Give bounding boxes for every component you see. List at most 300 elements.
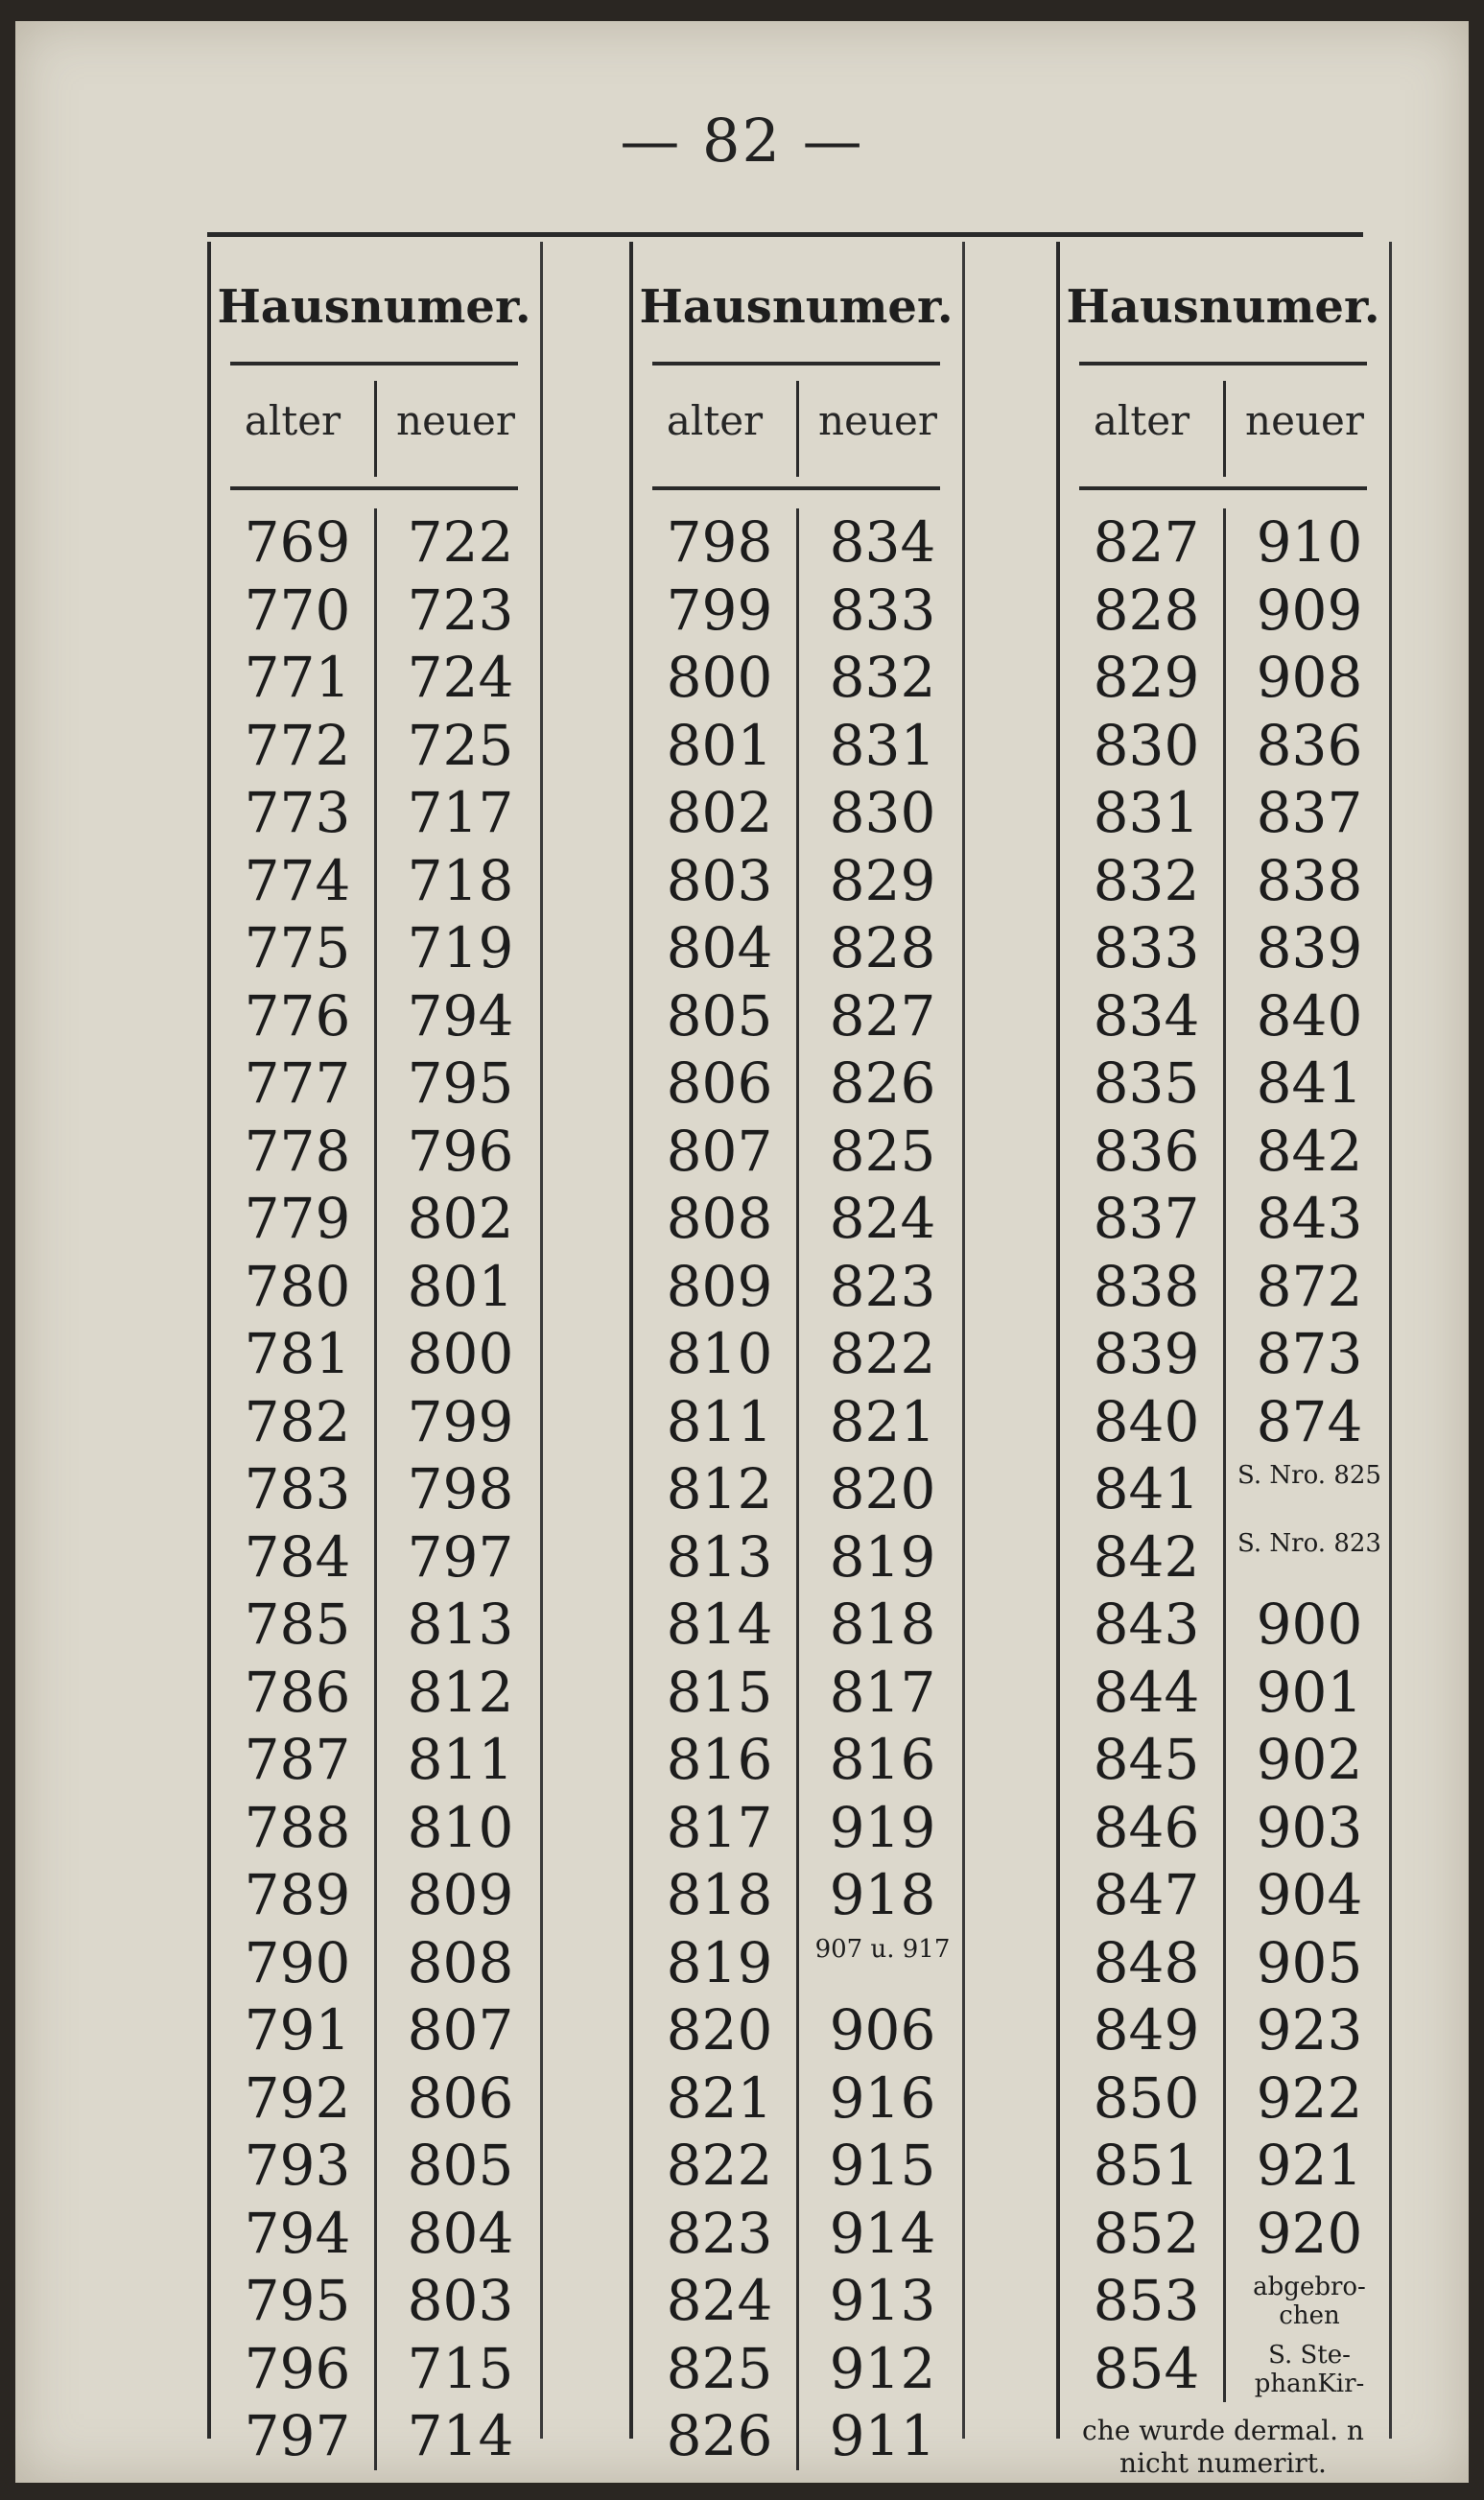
table-row	[633, 1929, 959, 1997]
page-number: — 82 —	[620, 106, 864, 176]
table-row	[633, 2335, 959, 2403]
table-row	[633, 1726, 959, 1794]
old-number: 797	[244, 2403, 351, 2468]
old-number: 789	[244, 1862, 351, 1927]
row-divider	[1223, 1050, 1226, 1118]
new-number: 902	[1256, 1727, 1363, 1792]
new-number: 911	[829, 2403, 936, 2468]
table-row	[211, 1996, 537, 2064]
new-number: 905	[1256, 1929, 1363, 1995]
new-number: 819	[829, 1523, 936, 1590]
row-divider	[1223, 1861, 1226, 1929]
table-row	[633, 1050, 959, 1118]
table-row	[211, 577, 537, 645]
new-number: 830	[829, 780, 936, 845]
table-row	[211, 2200, 537, 2268]
row-divider	[796, 1929, 799, 1997]
header-divider	[1223, 381, 1226, 477]
new-number: 826	[829, 1050, 936, 1116]
table-row	[1060, 1455, 1386, 1523]
old-number: 836	[1093, 1118, 1200, 1184]
row-divider	[1223, 1455, 1226, 1523]
new-number: 916	[829, 2064, 936, 2131]
old-number: 774	[244, 847, 351, 913]
new-number: 918	[829, 1862, 936, 1927]
old-number: 838	[1093, 1253, 1200, 1319]
old-number: 798	[666, 509, 773, 575]
row-divider	[796, 914, 799, 982]
old-number: 776	[244, 982, 351, 1049]
new-number: 903	[1256, 1794, 1363, 1860]
new-number: 802	[407, 1186, 514, 1251]
table-row	[633, 1388, 959, 1456]
old-number: 816	[666, 1727, 773, 1792]
row-divider	[374, 1118, 377, 1186]
table-row	[1060, 1185, 1386, 1253]
old-number: 783	[244, 1456, 351, 1521]
old-number: 782	[244, 1388, 351, 1454]
table-row	[633, 508, 959, 577]
row-divider	[374, 2335, 377, 2403]
row-divider	[796, 1794, 799, 1862]
table-row	[211, 1929, 537, 1997]
table-row	[633, 577, 959, 645]
old-number: 796	[244, 2335, 351, 2401]
old-number: 827	[1093, 509, 1200, 575]
row-divider	[374, 1185, 377, 1253]
table-row	[1060, 2200, 1386, 2268]
new-number: 922	[1256, 2064, 1363, 2131]
table-row	[633, 847, 959, 915]
row-divider	[1223, 1185, 1226, 1253]
new-number: 872	[1256, 1253, 1363, 1319]
row-divider	[796, 1050, 799, 1118]
table-row	[1060, 1388, 1386, 1456]
new-number: 718	[407, 847, 514, 913]
new-number: S. Nro. 823	[1237, 1528, 1381, 1558]
new-number: 906	[829, 1997, 936, 2063]
new-number: 839	[1256, 915, 1363, 980]
table-row	[211, 1118, 537, 1186]
old-number: 835	[1093, 1050, 1200, 1116]
old-number: 817	[666, 1794, 773, 1860]
table-row	[633, 1320, 959, 1388]
row-divider	[374, 847, 377, 915]
book-page	[15, 21, 1469, 2483]
new-number: 907 u. 917	[814, 1934, 951, 1964]
new-number: 822	[829, 1321, 936, 1386]
row-divider	[1223, 2267, 1226, 2335]
old-number: 799	[666, 577, 773, 643]
old-number: 834	[1093, 982, 1200, 1049]
row-divider	[374, 1726, 377, 1794]
table-row	[1060, 779, 1386, 847]
row-divider	[796, 2267, 799, 2335]
new-number: 725	[407, 712, 514, 778]
old-number: 852	[1093, 2200, 1200, 2266]
old-number: 850	[1093, 2064, 1200, 2131]
column-1	[207, 242, 537, 2468]
old-number: 837	[1093, 1186, 1200, 1251]
new-number: 714	[407, 2403, 514, 2468]
row-divider	[796, 2064, 799, 2133]
table-row	[1060, 2064, 1386, 2133]
row-divider	[1223, 1591, 1226, 1659]
table-row	[211, 1659, 537, 1727]
table-row	[1060, 577, 1386, 645]
row-divider	[1223, 577, 1226, 645]
new-number: 923	[1256, 1997, 1363, 2063]
old-number: 814	[666, 1592, 773, 1657]
table-row	[1060, 1050, 1386, 1118]
old-number: 812	[666, 1456, 773, 1521]
column-3	[1056, 242, 1386, 2479]
old-number: 800	[666, 645, 773, 710]
row-divider	[1223, 508, 1226, 577]
new-number: 809	[407, 1862, 514, 1927]
row-divider	[796, 1118, 799, 1186]
old-number: 822	[666, 2133, 773, 2198]
row-divider	[796, 1996, 799, 2064]
table-row	[211, 1523, 537, 1592]
old-number: 831	[1093, 780, 1200, 845]
rows	[633, 508, 959, 2470]
new-number: 794	[407, 982, 514, 1049]
old-number: 775	[244, 915, 351, 980]
row-divider	[374, 712, 377, 780]
table-row	[1060, 914, 1386, 982]
table-row	[633, 1455, 959, 1523]
table-row	[1060, 1794, 1386, 1862]
row-divider	[796, 712, 799, 780]
row-divider	[796, 2402, 799, 2470]
old-number: 803	[666, 847, 773, 913]
table-row	[1060, 1929, 1386, 1997]
new-number: 829	[829, 847, 936, 913]
old-number: 828	[1093, 577, 1200, 643]
new-number: 840	[1256, 982, 1363, 1049]
column-title: Hausnumer.	[639, 280, 954, 334]
new-number: 723	[407, 577, 514, 643]
new-number: 817	[829, 1659, 936, 1725]
table-row	[633, 2267, 959, 2335]
new-number: 811	[407, 1727, 514, 1792]
table-row	[1060, 1591, 1386, 1659]
row-divider	[796, 1253, 799, 1321]
row-divider	[1223, 847, 1226, 915]
table-row	[211, 2335, 537, 2403]
old-number: 770	[244, 577, 351, 643]
new-number: 833	[829, 577, 936, 643]
new-number: 836	[1256, 712, 1363, 778]
old-number: 805	[666, 982, 773, 1049]
table-row	[1060, 1726, 1386, 1794]
header-rule	[652, 362, 940, 366]
new-number: 796	[407, 1118, 514, 1184]
new-number: 921	[1256, 2133, 1363, 2198]
old-number: 781	[244, 1321, 351, 1386]
top-rule	[207, 232, 1363, 237]
old-number: 818	[666, 1862, 773, 1927]
table-row	[211, 1861, 537, 1929]
old-number: 823	[666, 2200, 773, 2266]
row-divider	[1223, 1726, 1226, 1794]
new-number: 908	[1256, 645, 1363, 710]
table-row	[633, 1253, 959, 1321]
old-number: 841	[1093, 1456, 1200, 1521]
old-number: 824	[666, 2268, 773, 2333]
header-divider	[796, 381, 799, 477]
new-number: 798	[407, 1456, 514, 1521]
table-row	[633, 2064, 959, 2133]
row-divider	[796, 644, 799, 712]
row-divider	[1223, 2132, 1226, 2200]
new-number: 823	[829, 1253, 936, 1319]
table-row	[211, 2267, 537, 2335]
new-number: 812	[407, 1659, 514, 1725]
row-divider	[374, 2267, 377, 2335]
new-number: 804	[407, 2200, 514, 2266]
old-number: 790	[244, 1929, 351, 1995]
new-number: 909	[1256, 577, 1363, 643]
old-number: 843	[1093, 1592, 1200, 1657]
old-number: 772	[244, 712, 351, 778]
table-row	[633, 779, 959, 847]
old-number: 811	[666, 1388, 773, 1454]
row-divider	[1223, 712, 1226, 780]
table-row	[1060, 2267, 1386, 2335]
old-number: 785	[244, 1592, 351, 1657]
new-number: 913	[829, 2268, 936, 2333]
row-divider	[374, 2200, 377, 2268]
old-number: 809	[666, 1253, 773, 1319]
old-number: 806	[666, 1050, 773, 1116]
column-title: Hausnumer.	[217, 280, 531, 334]
column-2	[629, 242, 959, 2468]
table-row	[211, 1726, 537, 1794]
row-divider	[1223, 2335, 1226, 2403]
table-row	[1060, 1523, 1386, 1592]
new-number: 900	[1256, 1592, 1363, 1657]
old-number: 815	[666, 1659, 773, 1725]
table-row	[211, 508, 537, 577]
old-number: 778	[244, 1118, 351, 1184]
row-divider	[796, 982, 799, 1050]
table-row	[1060, 1253, 1386, 1321]
table-row	[1060, 1996, 1386, 2064]
old-number: 820	[666, 1997, 773, 2063]
row-divider	[374, 1523, 377, 1592]
old-number-label: alter	[666, 397, 764, 444]
table-row	[211, 1185, 537, 1253]
row-divider	[1223, 644, 1226, 712]
row-divider	[796, 508, 799, 577]
new-number: 920	[1256, 2200, 1363, 2266]
row-divider	[796, 1523, 799, 1592]
new-number: 827	[829, 982, 936, 1049]
row-divider	[374, 1388, 377, 1456]
new-number: 803	[407, 2268, 514, 2333]
new-number: 832	[829, 645, 936, 710]
header-rule	[1079, 362, 1367, 366]
new-number: 825	[829, 1118, 936, 1184]
old-number: 847	[1093, 1862, 1200, 1927]
old-number: 793	[244, 2133, 351, 2198]
new-number: S. Ste- phanKir-	[1254, 2340, 1365, 2398]
table-row	[1060, 982, 1386, 1050]
table-row	[633, 1185, 959, 1253]
old-number: 853	[1093, 2268, 1200, 2333]
old-number: 777	[244, 1050, 351, 1116]
rows	[1060, 508, 1386, 2402]
row-divider	[374, 1929, 377, 1997]
row-divider	[374, 1861, 377, 1929]
row-divider	[796, 1455, 799, 1523]
new-number: 828	[829, 915, 936, 980]
row-divider	[1223, 1794, 1226, 1862]
row-divider	[796, 847, 799, 915]
table-row	[633, 2402, 959, 2470]
table-row	[633, 1523, 959, 1592]
row-divider	[374, 1659, 377, 1727]
old-number: 780	[244, 1253, 351, 1319]
row-divider	[1223, 1388, 1226, 1456]
old-number: 821	[666, 2064, 773, 2131]
table-row	[211, 847, 537, 915]
header-rule	[230, 362, 518, 366]
row-divider	[374, 1050, 377, 1118]
row-divider	[374, 914, 377, 982]
new-number: 806	[407, 2064, 514, 2131]
table-row	[211, 2064, 537, 2133]
new-number: 717	[407, 780, 514, 845]
old-number: 839	[1093, 1321, 1200, 1386]
old-number: 813	[666, 1523, 773, 1590]
table-row	[1060, 2132, 1386, 2200]
old-number: 786	[244, 1659, 351, 1725]
table-row	[1060, 712, 1386, 780]
new-number: 824	[829, 1186, 936, 1251]
row-divider	[374, 2064, 377, 2133]
row-divider	[1223, 1996, 1226, 2064]
table-row	[633, 1591, 959, 1659]
table-row	[211, 2402, 537, 2470]
old-number: 787	[244, 1727, 351, 1792]
old-number: 854	[1093, 2335, 1200, 2401]
table-row	[1060, 2335, 1386, 2403]
header-rule	[230, 486, 518, 490]
row-divider	[374, 1996, 377, 2064]
new-number: 874	[1256, 1388, 1363, 1454]
table-row	[1060, 1659, 1386, 1727]
row-divider	[1223, 2200, 1226, 2268]
new-number: 841	[1256, 1050, 1363, 1116]
new-number: 873	[1256, 1321, 1363, 1386]
new-number: 901	[1256, 1659, 1363, 1725]
new-number: 801	[407, 1253, 514, 1319]
table-row	[211, 1794, 537, 1862]
new-number: 810	[407, 1794, 514, 1860]
old-number: 825	[666, 2335, 773, 2401]
new-number: 912	[829, 2335, 936, 2401]
row-divider	[374, 644, 377, 712]
new-number: 715	[407, 2335, 514, 2401]
new-number: 821	[829, 1388, 936, 1454]
row-divider	[796, 1659, 799, 1727]
old-number: 784	[244, 1523, 351, 1590]
old-number: 845	[1093, 1727, 1200, 1792]
row-divider	[374, 2402, 377, 2470]
new-number: 914	[829, 2200, 936, 2266]
table-row	[1060, 1861, 1386, 1929]
row-divider	[796, 1320, 799, 1388]
table-row	[1060, 508, 1386, 577]
old-number: 851	[1093, 2133, 1200, 2198]
row-divider	[1223, 1929, 1226, 1997]
row-divider	[796, 1388, 799, 1456]
table-row	[633, 982, 959, 1050]
new-number: 724	[407, 645, 514, 710]
old-number: 794	[244, 2200, 351, 2266]
old-number: 819	[666, 1929, 773, 1995]
new-number: 816	[829, 1727, 936, 1792]
row-divider	[796, 779, 799, 847]
table-row	[211, 644, 537, 712]
footnote: che wurde dermal. n nicht numerirt.	[1082, 2415, 1364, 2479]
row-divider	[374, 2132, 377, 2200]
row-divider	[374, 1455, 377, 1523]
new-number-label: neuer	[1245, 397, 1364, 444]
table-row	[633, 1794, 959, 1862]
old-number: 844	[1093, 1659, 1200, 1725]
old-number-label: alter	[1093, 397, 1190, 444]
row-divider	[1223, 1320, 1226, 1388]
row-divider	[1223, 914, 1226, 982]
new-number: 800	[407, 1321, 514, 1386]
new-number: 813	[407, 1592, 514, 1657]
old-number: 773	[244, 780, 351, 845]
new-number: 831	[829, 712, 936, 778]
header-rule	[652, 486, 940, 490]
old-number-label: alter	[244, 397, 342, 444]
table-row	[1060, 1118, 1386, 1186]
table-row	[633, 1118, 959, 1186]
column-title: Hausnumer.	[1066, 280, 1380, 334]
old-number: 779	[244, 1186, 351, 1251]
table-row	[211, 982, 537, 1050]
old-number: 802	[666, 780, 773, 845]
row-divider	[1223, 1523, 1226, 1592]
old-number: 846	[1093, 1794, 1200, 1860]
table-row	[633, 2132, 959, 2200]
table-row	[1060, 1320, 1386, 1388]
table-row	[211, 1320, 537, 1388]
new-number: abgebro- chen	[1253, 2273, 1366, 2330]
row-divider	[796, 2200, 799, 2268]
new-number: 915	[829, 2133, 936, 2198]
row-divider	[374, 1253, 377, 1321]
old-number: 788	[244, 1794, 351, 1860]
old-number: 829	[1093, 645, 1200, 710]
new-number: 910	[1256, 509, 1363, 575]
new-number: 808	[407, 1929, 514, 1995]
new-number: 719	[407, 915, 514, 980]
new-number: 807	[407, 1997, 514, 2063]
old-number: 801	[666, 712, 773, 778]
table-row	[211, 712, 537, 780]
old-number: 769	[244, 509, 351, 575]
old-number: 840	[1093, 1388, 1200, 1454]
